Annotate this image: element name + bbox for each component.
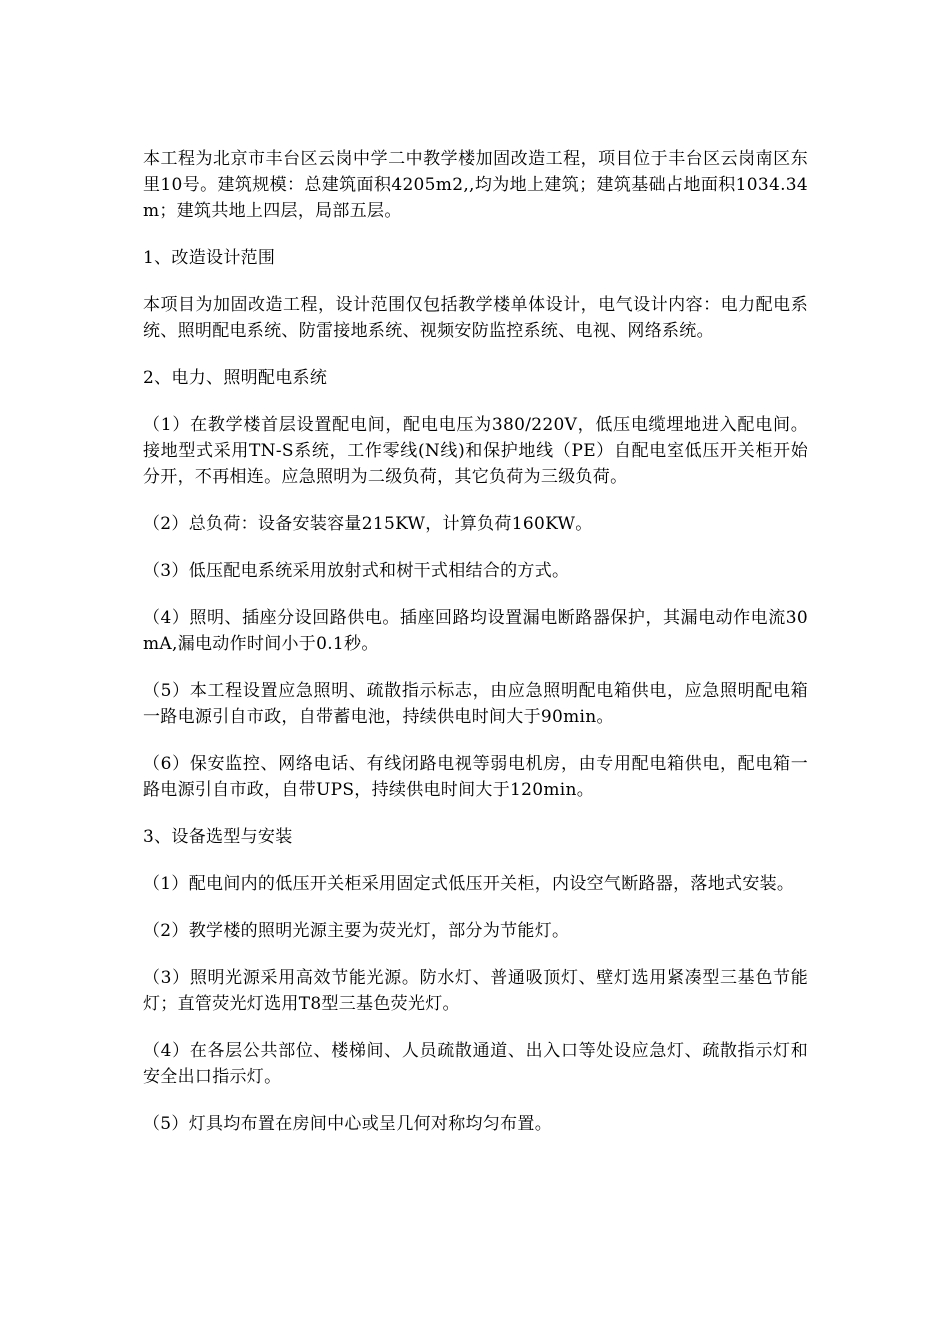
section-2-item-2: （2）总负荷：设备安装容量215KW，计算负荷160KW。 bbox=[143, 514, 593, 534]
section-3-item-5: （5）灯具均布置在房间中心或呈几何对称均匀布置。 bbox=[143, 1114, 553, 1134]
section-3-item-4: （4）在各层公共部位、楼梯间、人员疏散通道、出入口等处设应急灯、疏散指示灯和安全出口指示灯。 bbox=[143, 1041, 808, 1087]
section-1-heading: 1、改造设计范围 bbox=[143, 248, 276, 268]
section-2-item-6: （6）保安监控、网络电话、有线闭路电视等弱电机房，由专用配电箱供电，配电箱一路电源引自市政，自带UPS，持续供电时间大于120min。 bbox=[143, 754, 808, 800]
section-2-heading: 2、电力、照明配电系统 bbox=[143, 368, 328, 388]
document-body bbox=[143, 146, 808, 1158]
section-2-item-5: （5）本工程设置应急照明、疏散指示标志，由应急照明配电箱供电，应急照明配电箱一路电源引自市政，自带蓄电池，持续供电时间大于90min。 bbox=[143, 681, 808, 727]
section-2-item-4: （4）照明、插座分设回路供电。插座回路均设置漏电断路器保护，其漏电动作电流30mA,漏电动作时间小于0.1秒。 bbox=[143, 608, 808, 654]
intro-paragraph: 本工程为北京市丰台区云岗中学二中教学楼加固改造工程，项目位于丰台区云岗南区东里10号。建筑规模：总建筑面积4205m2,,均为地上建筑；建筑基础占地面积1034.34m；建筑共地上四层，局部五层。 bbox=[143, 149, 808, 221]
section-1-body: 本项目为加固改造工程，设计范围仅包括教学楼单体设计，电气设计内容：电力配电系统、照明配电系统、防雷接地系统、视频安防监控系统、电视、网络系统。 bbox=[143, 295, 808, 341]
section-3-heading: 3、设备选型与安装 bbox=[143, 827, 293, 847]
section-3-item-1: （1）配电间内的低压开关柜采用固定式低压开关柜，内设空气断路器，落地式安装。 bbox=[143, 874, 795, 894]
section-2-item-3: （3）低压配电系统采用放射式和树干式相结合的方式。 bbox=[143, 561, 570, 581]
section-2-item-1: （1）在教学楼首层设置配电间，配电电压为380/220V，低压电缆埋地进入配电间。接地型式采用TN-S系统，工作零线(N线)和保护地线（PE）自配电室低压开关柜开始分开，不再相连。应急照明为二级负荷，其它负荷为三级负荷。 bbox=[143, 415, 808, 487]
section-3-item-3: （3）照明光源采用高效节能光源。防水灯、普通吸顶灯、壁灯选用紧凑型三基色节能灯；直管荧光灯选用T8型三基色荧光灯。 bbox=[143, 968, 808, 1014]
section-3-item-2: （2）教学楼的照明光源主要为荧光灯，部分为节能灯。 bbox=[143, 921, 570, 941]
